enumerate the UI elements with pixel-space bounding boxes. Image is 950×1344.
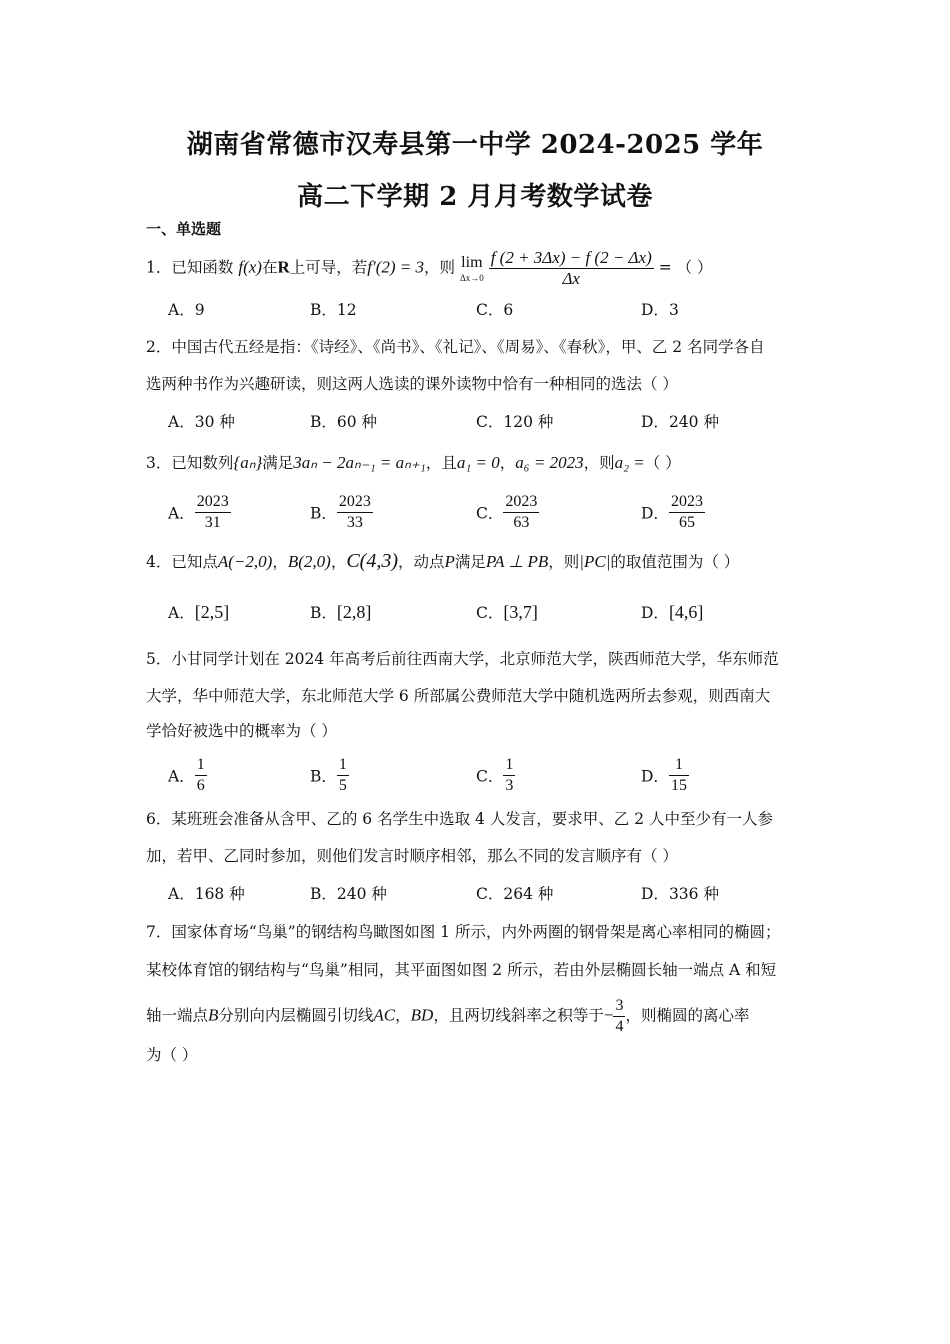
question-7-line2: 某校体育馆的钢结构与“鸟巢”相同，其平面图如图 2 所示，若由外层椭圆长轴一端点 A 和短: [146, 961, 777, 979]
exam-title-line1: 湖南省常德市汉寿县第一中学 2024-2025 学年: [186, 130, 764, 160]
question-3: 3．已知数列{aₙ}满足3aₙ − 2aₙ₋₁ = aₙ₊₁，且a₁ = 0，a₆ = 2023，则a₂ =（ ）: [146, 453, 681, 472]
q6-option-d[interactable]: D．336 种: [641, 885, 719, 903]
question-7-line3: 轴一端点B分别向内层椭圆引切线AC，BD，且两切线斜率之积等于− $\frac{3}{4}$ ，则椭圆的离心率: [146, 997, 750, 1035]
question-5-line2: 大学，华中师范大学，东北师范大学 6 所部属公费师范大学中随机选两所去参观，则西南大: [146, 687, 771, 705]
question-7: 7．国家体育场“鸟巢”的钢结构鸟瞰图如图 1 所示，内外两圈的钢骨架是离心率相同的椭圆；: [146, 923, 781, 941]
q1-option-a[interactable]: A．9: [168, 301, 205, 319]
q4-option-d[interactable]: D．[4,6]: [641, 602, 704, 622]
section-heading: 一、单选题: [146, 220, 222, 238]
q4-option-b[interactable]: B．[2,8]: [310, 602, 372, 622]
q3-option-c[interactable]: C． $\frac{2023}{63}$: [476, 493, 538, 531]
q2-option-c[interactable]: C．120 种: [476, 413, 554, 431]
q2-option-b[interactable]: B．60 种: [310, 413, 378, 431]
q2-option-a[interactable]: A．30 种: [168, 413, 235, 431]
question-6: 6．某班班会准备从含甲、乙的 6 名学生中选取 4 人发言，要求甲、乙 2 人中至少有一人参: [146, 810, 774, 828]
question-4: 4．已知点A(−2,0)，B(2,0)，C(4,3)，动点P满足PA ⊥ PB，则|PC|的取值范围为（ ）: [146, 550, 740, 572]
question-5: 5．小甘同学计划在 2024 年高考后前往西南大学，北京师范大学，陕西师范大学，华东师范: [146, 650, 779, 668]
limit-operator: lim Δx→0: [459, 253, 484, 283]
question-1: 1．已知函数 f(x)在R上可导，若f′(2) = 3，则 lim Δx→0 $\frac{f (2 + 3\Delta x) - f (2 - \Delta x)}{\Delta x}$ = （ ）: [146, 248, 713, 288]
q5-option-a[interactable]: A． $\frac{1}{6}$: [168, 756, 205, 794]
q3-option-d[interactable]: D． $\frac{2023}{65}$: [641, 493, 703, 531]
exam-title-line2: 高二下学期 2 月月考数学试卷: [297, 182, 653, 212]
q6-option-a[interactable]: A．168 种: [168, 885, 245, 903]
q6-option-b[interactable]: B．240 种: [310, 885, 387, 903]
q4-option-c[interactable]: C．[3,7]: [476, 602, 538, 622]
q1-option-d[interactable]: D．3: [641, 301, 679, 319]
limit-fraction: $\frac{f (2 + 3\Delta x) - f (2 - \Delta x)}{\Delta x}$: [490, 248, 652, 288]
question-2: 2．中国古代五经是指：《诗经》、《尚书》、《礼记》、《周易》、《春秋》，甲、乙 2 名同学各自: [146, 338, 765, 356]
q5-option-d[interactable]: D． $\frac{1}{15}$: [641, 756, 687, 794]
q4-option-a[interactable]: A．[2,5]: [168, 602, 230, 622]
q3-option-b[interactable]: B． $\frac{2023}{33}$: [310, 493, 371, 531]
slope-product-fraction: $\frac{3}{4}$: [615, 997, 624, 1035]
q6-option-c[interactable]: C．264 种: [476, 885, 554, 903]
q1-option-b[interactable]: B．12: [310, 301, 357, 319]
q1-option-c[interactable]: C．6: [476, 301, 514, 319]
question-5-line3: 学恰好被选中的概率为（ ）: [146, 722, 337, 740]
q5-option-c[interactable]: C． $\frac{1}{3}$: [476, 756, 514, 794]
q2-option-d[interactable]: D．240 种: [641, 413, 719, 431]
question-6-line2: 加，若甲、乙同时参加，则他们发言时顺序相邻，那么不同的发言顺序有（ ）: [146, 847, 678, 865]
q5-option-b[interactable]: B． $\frac{1}{5}$: [310, 756, 347, 794]
question-7-line4: 为（ ）: [146, 1046, 198, 1064]
question-2-line2: 选两种书作为兴趣研读，则这两人选读的课外读物中恰有一种相同的选法（ ）: [146, 375, 678, 393]
q3-option-a[interactable]: A． $\frac{2023}{31}$: [168, 493, 229, 531]
